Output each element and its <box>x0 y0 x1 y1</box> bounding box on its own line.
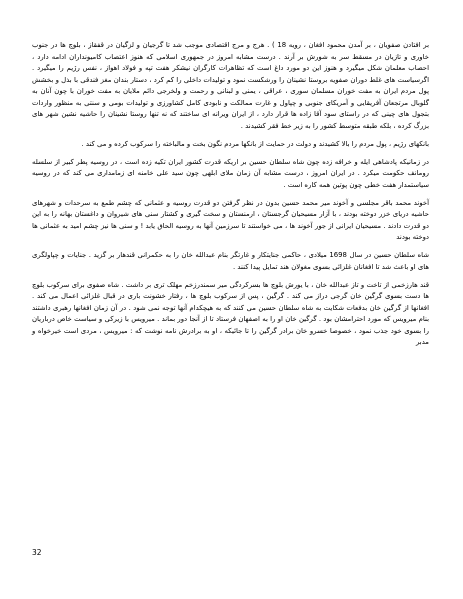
paragraph-6: قند هارزخمی از تاخت و تاز عبدالله خان ، با یورش بلوچ ها بسرکردگی میر سمندرزخم مهلک تری بر داشت . شاه صفوی برای سرکوب بلوچ ها دست بسوی گرگین خان گرجی دراز می کند . گرگین ، پس از سرکوب بلوچ ها ، رفتار خشونت باری در قبال غلزائی اعمال می کند . افغانها از گرگین خان بدفعات شکایت به شاه سلطان حسین می کنند که به هیچکدام آنها توجه نمی شود . در آن زمان افغانها رهبری داشتند بنام میرویس که مورد احترامشان بود . گرگین خان او را به اصفهان فرستاد تا از آنجا دور بماند . میرویس با زیرکی و سیاست خاص درباریان را بسوی خود جذب نمود ، خصوصا خسرو خان برادر گرگین را تا جائیکه ، او به برادرش نامه نوشت که : میرویس ، مردی است خیرخواه و مدبر <box>32 280 429 346</box>
paragraph-5: شاه سلطان حسین در سال 1698 میلادی ، حاکمی جنایتکار و غارتگر بنام عبدالله خان را به حکمرانی قندهار بر گزید . جنایات و چپاولگری های او باعث شد تا افغانان غلزائی بسوی مغولان هند تمایل پیدا کنند . <box>32 251 429 271</box>
document-body <box>32 40 429 355</box>
page-number: 32 <box>32 548 42 557</box>
paragraph-4: آخوند محمد باقر مجلسی و آخوند میر محمد حسین بدون در نظر گرفتن دو قدرت روسیه و عثمانی که چشم طمع به سرحدات و شهرهای حاشیه دریای خزر دوخته بودند ، با آزار مسیحیان گرجستان ، ارمنستان و سخت گیری و کشتار سنی های شیروان و داغستان بهانه را به این دو قدرت دادند . مسیحیان ایرانی از جور آخوند ها ، می خواستند تا سرزمین آنها به روسیه الحاق یابد ! و سنی ها نیز چشم امید به عثمانی ها دوخته بودند <box>32 198 429 241</box>
paragraph-2: بانکهای رژیم ، پول مردم را بالا کشیدند و دولت در حمایت از بانکها مردم نگون بخت و مالباخته را سرکوب کرده و می کند . <box>81 139 429 148</box>
paragraph-3: در زمانیکه پادشاهی ایله و خرافه زده چون شاه سلطان حسین بر اریکه قدرت کشور ایران تکیه زده است ، در روسیه پطر کبیر از سلسله رومانف حکومت میکرد . در ایران امروز ، درست مشابه آن زمان ملای ابلهی چون سید علی خامنه ای زمامداری می کند که در روسیه سیاستمدار هفت خطی چون پوتین همه کاره است . <box>32 157 429 189</box>
paragraph-1: بر افتادن صفویان ، بر آمدن محمود افغان ، رویه 18 ) . هرج و مرج اقتصادی موجب شد تا گرجیان و لزگیان در قفقاز ، بلوچ ها در جنوب خاوری و تازیان در مسقط سر به شورش بر آرند . درست مشابه امروز در جمهوری اسلامی که هنوز اعتصاب کامیونداران ادامه دارد ، احصاب معلمان شکل میگیرد و هنوز این دو مورد داغ است که تظاهرات کارگران نیشکر هفت تپه و فولاد اهواز ، نفس رژیم را میگیرد . اگرسیاست های غلط دوران صفویه بروستا نشینان را ورشکست نمود و تولیدات داخلی را کم کرد ، دستار بندان مغز فندقی با بذل و بخشش پول مردم ایران به مفت خوران مسلمان سوری ، عراقی ، یمنی و لبنانی و رحمت و ولخرجی دائم ملایان به مفت خوران با چون آنان به گلوبال مرتجعان آفریقایی و آمریکای جنوبی و چپاول و غارت ممالکت و نابودی کامل کشاورزی و تولیدات بومی و سنتی به منظور واردات بتجول های چینی که در راستای سود آقا زاده ها قرار دارد ، از ایران ویرانه ای ساختند که نه تنها روستا نشینان را حاشیه نشین شهر های بزرگ کرده ، بلکه طبقه متوسط کشور را به زیر خط فقر کشیدند . <box>32 41 429 130</box>
